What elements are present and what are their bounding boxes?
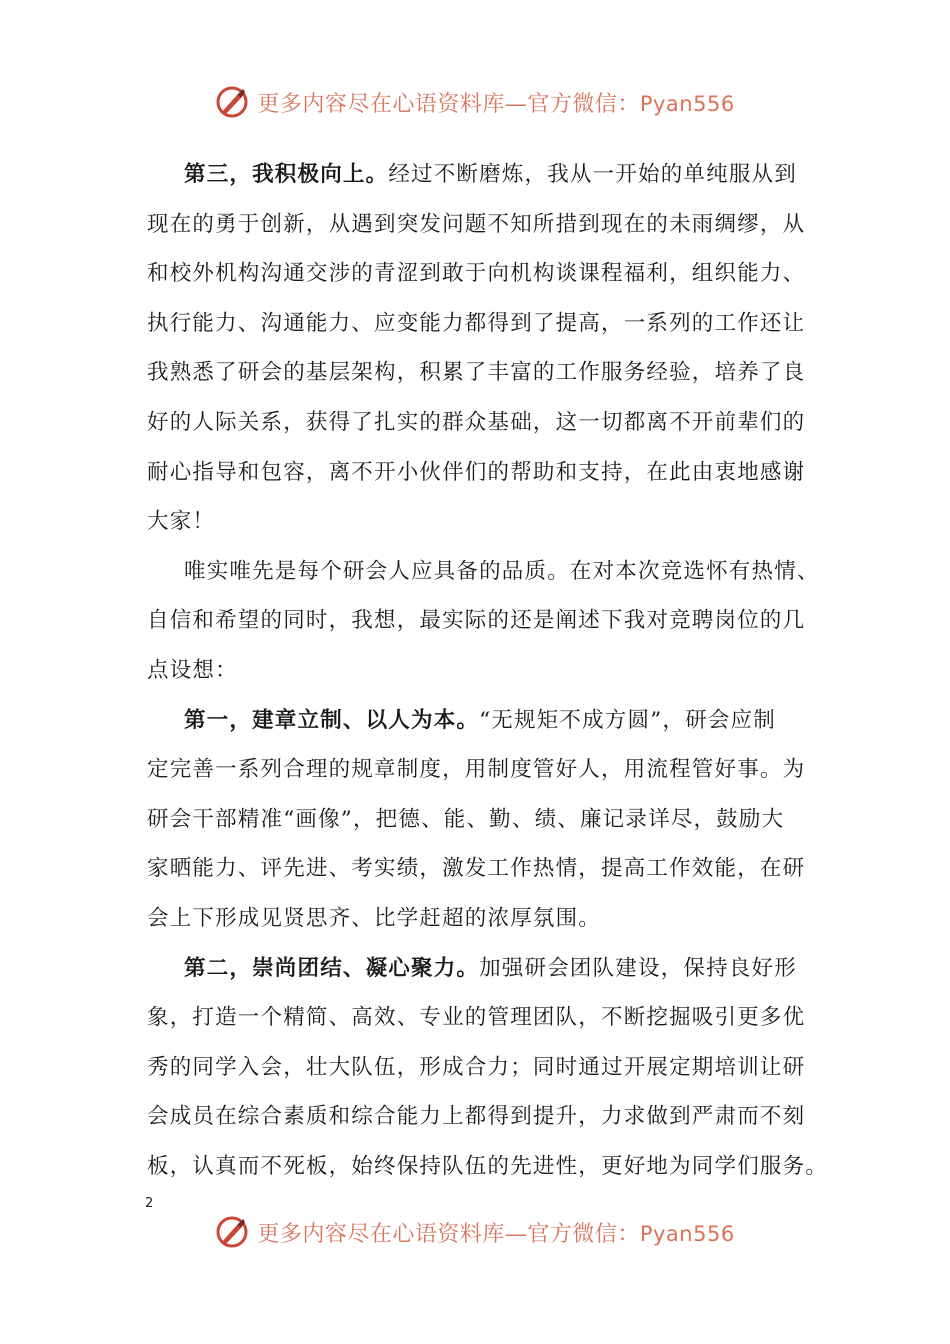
pen-nib-logo-icon (215, 85, 249, 119)
paragraph-3-line-4: 家晒能力、评先进、考实绩，激发工作热情，提高工作效能，在研 (147, 856, 806, 882)
paragraph-3-line-1: 第一，建章立制、以人为本。“无规矩不成方圆”，研会应制 (184, 707, 776, 733)
paragraph-1-line-1: 第三，我积极向上。经过不断磨炼，我从一开始的单纯服从到 (184, 162, 797, 187)
paragraph-3-line-3: 研会干部精准“画像”，把德、能、勤、绩、廉记录详尽，鼓励大 (147, 806, 785, 832)
paragraph-1-line-8: 大家！ (147, 509, 216, 535)
footer-banner (0, 1212, 950, 1252)
paragraph-4-line-1: 第二，崇尚团结、凝心聚力。加强研会团队建设，保持良好形 (184, 955, 797, 981)
paragraph-4-line-2: 象，打造一个精简、高效、专业的管理团队，不断挖掘吸引更多优 (147, 1005, 806, 1031)
paragraph-2-line-1: 唯实唯先是每个研会人应具备的品质。在对本次竞选怀有热情、 (184, 558, 820, 584)
paragraph-1-line-2: 现在的勇于创新，从遇到突发问题不知所措到现在的未雨绸缪，从 (147, 211, 806, 237)
paragraph-2-line-2: 自信和希望的同时，我想，最实际的还是阐述下我对竞聘岗位的几 (147, 608, 806, 634)
paragraph-3-line-5: 会上下形成见贤思齐、比学赶超的浓厚氛围。 (147, 905, 602, 931)
paragraph-4-line-3: 秀的同学入会，壮大队伍，形成合力；同时通过开展定期培训让研 (147, 1054, 806, 1080)
paragraph-2-line-3: 点设想： (147, 657, 238, 683)
paragraph-1-lead: 第三，我积极向上。 (184, 162, 389, 187)
header-banner (0, 82, 950, 122)
paragraph-1-line-4: 执行能力、沟通能力、应变能力都得到了提高，一系列的工作还让 (147, 310, 806, 336)
paragraph-1-line-6: 好的人际关系，获得了扎实的群众基础，这一切都离不开前辈们的 (147, 409, 806, 435)
header-banner-text (257, 87, 734, 118)
paragraph-1-line-3: 和校外机构沟通交涉的青涩到敢于向机构谈课程福利，组织能力、 (147, 261, 806, 287)
document-body (147, 150, 829, 1191)
paragraph-3-lead: 第一，建章立制、以人为本。 (184, 707, 480, 733)
pen-nib-logo-icon (215, 1215, 249, 1249)
footer-banner-cn: 更多内容尽在心语资料库—官方微信： (257, 1221, 640, 1247)
footer-banner-id: Pyan556 (639, 1221, 735, 1246)
paragraph-3-line-2: 定完善一系列合理的规章制度，用制度管好人，用流程管好事。为 (147, 757, 806, 783)
paragraph-4-line-5: 板，认真而不死板，始终保持队伍的先进性，更好地为同学们服务。 (147, 1153, 829, 1179)
footer-banner-text (257, 1217, 734, 1248)
paragraph-4-line-4: 会成员在综合素质和综合能力上都得到提升，力求做到严肃而不刻 (147, 1104, 806, 1130)
page-number: 2 (145, 1196, 154, 1211)
paragraph-1-line-7: 耐心指导和包容，离不开小伙伴们的帮助和支持，在此由衷地感谢 (147, 459, 806, 485)
header-banner-id: Pyan556 (639, 91, 735, 116)
header-banner-cn: 更多内容尽在心语资料库—官方微信： (257, 91, 640, 117)
paragraph-4-lead: 第二，崇尚团结、凝心聚力。 (184, 955, 480, 981)
paragraph-1-line-5: 我熟悉了研会的基层架构，积累了丰富的工作服务经验，培养了良 (147, 360, 806, 386)
